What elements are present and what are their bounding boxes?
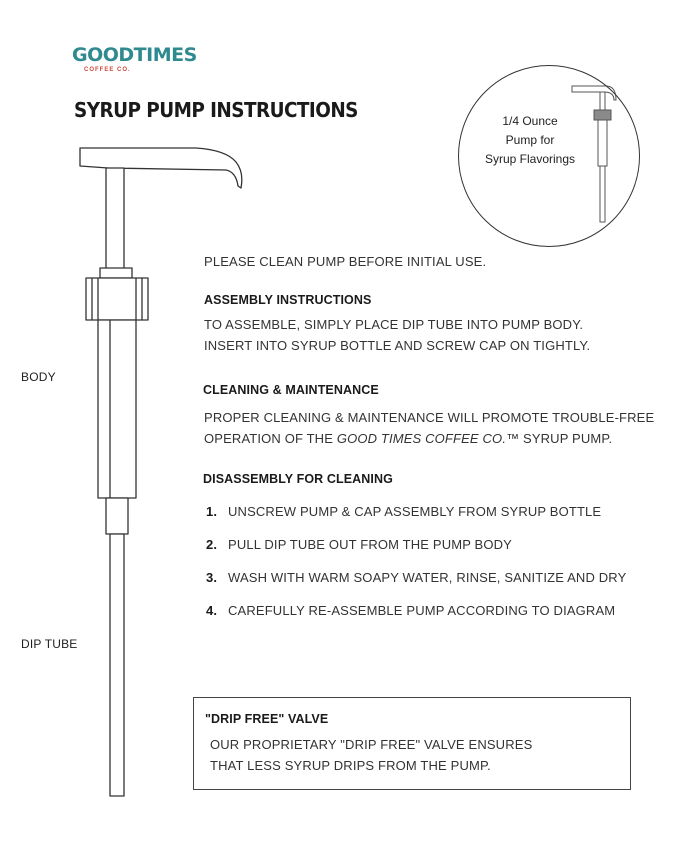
brand-logo: GOODTIMES	[72, 44, 197, 66]
brand-tagline: COFFEE CO.	[84, 67, 131, 73]
step-number: 4.	[206, 603, 218, 618]
cleaning-line-2-end: SYRUP PUMP.	[519, 431, 613, 446]
page-title: SYRUP PUMP INSTRUCTIONS	[74, 98, 358, 122]
pump-dip-tube	[110, 534, 124, 796]
label-body: BODY	[21, 370, 56, 384]
pump-body	[98, 320, 136, 498]
assembly-line-2: INSERT INTO SYRUP BOTTLE AND SCREW CAP ON TIGHTLY.	[204, 338, 591, 353]
cleaning-text	[204, 407, 654, 449]
step-text: PULL DIP TUBE OUT FROM THE PUMP BODY	[228, 537, 512, 552]
step-number: 2.	[206, 537, 218, 552]
step-text: WASH WITH WARM SOAPY WATER, RINSE, SANITIZE AND DRY	[228, 570, 627, 585]
step-text: UNSCREW PUMP & CAP ASSEMBLY FROM SYRUP BOTTLE	[228, 504, 602, 519]
cleaning-line-1: PROPER CLEANING & MAINTENANCE WILL PROMOTE TROUBLE-FREE	[204, 410, 655, 425]
pump-size-callout-text	[478, 112, 582, 169]
pump-nozzle	[80, 148, 242, 188]
callout-line-3: Syrup Flavorings	[484, 152, 576, 166]
pump-cap	[86, 278, 148, 320]
valve-heading: "DRIP FREE" VALVE	[205, 712, 329, 726]
step-3	[206, 570, 626, 585]
valve-line-2: THAT LESS SYRUP DRIPS FROM THE PUMP.	[210, 758, 491, 773]
intro-text: PLEASE CLEAN PUMP BEFORE INITIAL USE.	[204, 254, 487, 269]
step-2	[206, 537, 512, 552]
pump-stem	[106, 168, 124, 270]
assembly-heading: ASSEMBLY INSTRUCTIONS	[204, 293, 372, 307]
pump-lower-body	[106, 498, 128, 534]
cleaning-line-2	[204, 428, 654, 449]
step-text: CAREFULLY RE-ASSEMBLE PUMP ACCORDING TO DIAGRAM	[228, 603, 616, 618]
assembly-line-1: TO ASSEMBLE, SIMPLY PLACE DIP TUBE INTO PUMP BODY.	[204, 317, 584, 332]
valve-text	[210, 734, 532, 776]
cleaning-line-2-start: OPERATION OF THE	[204, 431, 337, 446]
step-number: 1.	[206, 504, 218, 519]
callout-line-1: 1/4 Ounce	[502, 114, 558, 128]
step-number: 3.	[206, 570, 218, 585]
cleaning-brand-name: GOOD TIMES COFFEE CO.™	[336, 431, 520, 446]
label-dip-tube: DIP TUBE	[21, 637, 78, 651]
assembly-text	[204, 314, 590, 356]
callout-line-2: Pump for	[505, 133, 555, 147]
pump-collar	[100, 268, 132, 278]
step-4	[206, 603, 615, 618]
cleaning-heading: CLEANING & MAINTENANCE	[203, 383, 379, 397]
valve-line-1: OUR PROPRIETARY "DRIP FREE" VALVE ENSURES	[210, 737, 533, 752]
disassembly-heading: DISASSEMBLY FOR CLEANING	[203, 472, 393, 486]
step-1	[206, 504, 601, 519]
